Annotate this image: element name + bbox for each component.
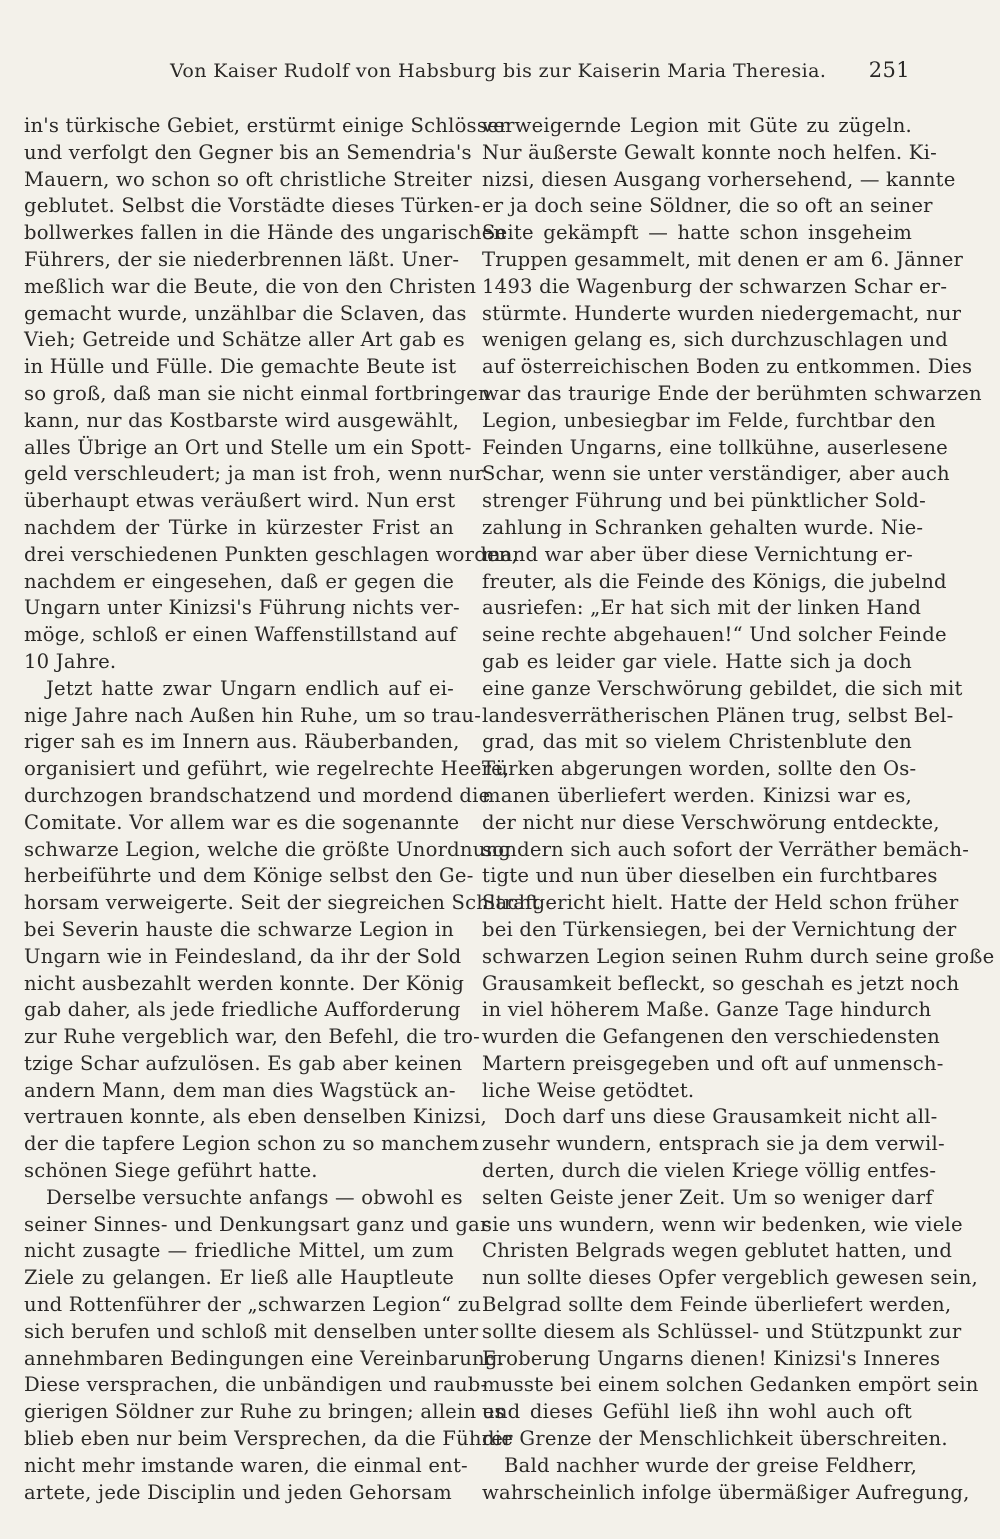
text-line: blieb eben nur beim Versprechen, da die Führer [24, 1427, 513, 1451]
text-line: Grausamkeit befleckt, so geschah es jetzt noch [482, 971, 960, 995]
text-line: artete, jede Disciplin und jeden Gehorsam [24, 1480, 452, 1504]
text-line: verweigernde Legion mit Güte zu zügeln. [482, 114, 912, 137]
text-line: liche Weise getödtet. [482, 1078, 695, 1102]
text-line: schwarzen Legion seinen Ruhm durch seine große [482, 944, 995, 968]
text-line: seine rechte abgehauen!“ Und solcher Feinde [482, 623, 947, 647]
text-line: sie uns wundern, wenn wir bedenken, wie viele [482, 1212, 963, 1236]
text-line: schönen Siege geführt hatte. [24, 1159, 318, 1183]
running-header [170, 56, 910, 92]
text-line: Doch darf uns diese Grausamkeit nicht all- [504, 1105, 938, 1129]
text-line: sich berufen und schloß mit denselben unter [24, 1319, 479, 1343]
text-line: annehmbaren Bedingungen eine Vereinbarung. [24, 1346, 505, 1370]
text-line: seiner Sinnes- und Denkungsart ganz und gar [24, 1212, 490, 1236]
text-line: möge, schloß er einen Waffenstillstand auf [24, 623, 457, 647]
text-line: manen überliefert werden. Kinizsi war es, [482, 783, 912, 807]
text-line: Ziele zu gelangen. Er ließ alle Hauptleute [24, 1266, 454, 1290]
text-line: nicht mehr imstande waren, die einmal ent- [24, 1453, 468, 1477]
text-line: Belgrad sollte dem Feinde überliefert werden, [482, 1293, 952, 1317]
text-line: bei Severin hauste die schwarze Legion in [24, 917, 454, 941]
text-line: meßlich war die Beute, die von den Christen [24, 274, 477, 298]
text-line: mand war aber über diese Vernichtung er- [482, 542, 914, 566]
text-line: Führers, der sie niederbrennen läßt. Uner- [24, 247, 460, 271]
text-line: riger sah es im Innern aus. Räuberbanden, [24, 730, 460, 754]
text-line: Ungarn wie in Feindesland, da ihr der Sold [24, 944, 462, 968]
page-number: 251 [868, 58, 910, 82]
text-line: Türken abgerungen worden, sollte den Os- [482, 757, 917, 781]
text-line: Strafgericht hielt. Hatte der Held schon früher [482, 891, 959, 915]
text-line: gab es leider gar viele. Hatte sich ja doch [482, 649, 912, 673]
text-line: alles Übrige an Ort und Stelle um ein Spott- [24, 435, 472, 459]
text-line: schwarze Legion, welche die größte Unordnung [24, 837, 512, 861]
text-line: selten Geiste jener Zeit. Um so weniger darf [482, 1185, 933, 1209]
text-line: und dieses Gefühl ließ ihn wohl auch oft [482, 1400, 912, 1424]
text-line: gab daher, als jede friedliche Aufforderung [24, 998, 461, 1022]
left-text-column [24, 113, 540, 1506]
text-line: grad, das mit so vielem Christenblute den [482, 730, 912, 754]
text-line: sollte diesem als Schlüssel- und Stützpunkt zur [482, 1319, 962, 1343]
text-line: wahrscheinlich infolge übermäßiger Aufregung, [482, 1480, 970, 1504]
text-line: war das traurige Ende der berühmten schwarzen [482, 381, 982, 405]
text-line: nachdem der Türke in kürzester Frist an [24, 515, 454, 539]
text-line: bei den Türkensiegen, bei der Vernichtung der [482, 917, 957, 941]
text-line: musste bei einem solchen Gedanken empört sein [482, 1373, 979, 1397]
text-line: strenger Führung und bei pünktlicher Sold- [482, 489, 926, 513]
text-line: und verfolgt den Gegner bis an Semendria's [24, 140, 472, 164]
text-line: Bald nachher wurde der greise Feldherr, [504, 1453, 918, 1477]
text-line: Truppen gesammelt, mit denen er am 6. Jänner [482, 247, 964, 271]
text-line: freuter, als die Feinde des Königs, die jubelnd [482, 569, 947, 593]
text-line: in Hülle und Fülle. Die gemachte Beute ist [24, 355, 457, 379]
text-line: organisiert und geführt, wie regelrechte Heere, [24, 757, 510, 781]
text-line: in's türkische Gebiet, erstürmt einige Schlösser [24, 114, 509, 137]
running-title: Von Kaiser Rudolf von Habsburg bis zur Kaiserin Maria Theresia. [170, 60, 827, 82]
text-line: gierigen Söldner zur Ruhe zu bringen; allein es [24, 1400, 505, 1424]
text-line: er ja doch seine Söldner, die so oft an seiner [482, 194, 933, 218]
text-line: der die tapfere Legion schon zu so manchem [24, 1132, 480, 1156]
text-line: vertrauen konnte, als eben denselben Kinizsi, [24, 1105, 487, 1129]
text-line: Derselbe versuchte anfangs — obwohl es [46, 1185, 463, 1209]
text-line: die Grenze der Menschlichkeit überschreiten. [482, 1427, 948, 1451]
text-line: Martern preisgegeben und oft auf unmensch- [482, 1051, 944, 1075]
text-line: bollwerkes fallen in die Hände des ungarischen [24, 221, 507, 245]
text-line: Eroberung Ungarns dienen! Kinizsi's Inneres [482, 1346, 941, 1370]
text-line: nige Jahre nach Außen hin Ruhe, um so trau- [24, 703, 482, 727]
text-line: drei verschiedenen Punkten geschlagen worden, [24, 542, 518, 566]
text-line: nizsi, diesen Ausgang vorhersehend, — kannte [482, 167, 956, 191]
text-line: tigte und nun über dieselben ein furchtbares [482, 864, 938, 888]
text-line: und Rottenführer der „schwarzen Legion“ zu [24, 1293, 482, 1317]
text-line: ausriefen: „Er hat sich mit der linken Hand [482, 596, 922, 620]
text-line: horsam verweigerte. Seit der siegreichen Schlacht [24, 891, 540, 915]
text-line: wurden die Gefangenen den verschiedensten [482, 1025, 941, 1049]
text-line: Legion, unbesiegbar im Felde, furchtbar den [482, 408, 936, 432]
text-line: geld verschleudert; ja man ist froh, wenn nur [24, 462, 484, 486]
text-line: Comitate. Vor allem war es die sogenannte [24, 810, 460, 834]
text-line: stürmte. Hunderte wurden niedergemacht, nur [482, 301, 962, 325]
text-line: Seite gekämpft — hatte schon insgeheim [482, 221, 912, 245]
text-line: Jetzt hatte zwar Ungarn endlich auf ei- [46, 676, 454, 700]
text-line: Vieh; Getreide und Schätze aller Art gab es [24, 328, 465, 352]
text-line: zur Ruhe vergeblich war, den Befehl, die tro- [24, 1025, 481, 1049]
text-line: nun sollte dieses Opfer vergeblich gewesen sein, [482, 1266, 978, 1290]
text-line: Diese versprachen, die unbändigen und raub- [24, 1373, 488, 1397]
text-line: zusehr wundern, entsprach sie ja dem verwil- [482, 1132, 945, 1156]
text-line: andern Mann, dem man dies Wagstück an- [24, 1078, 456, 1102]
text-line: in viel höherem Maße. Ganze Tage hindurch [482, 998, 932, 1022]
text-line: nicht zusagte — friedliche Mittel, um zum [24, 1239, 454, 1263]
right-text-column [482, 113, 995, 1506]
text-line: herbeiführte und dem Könige selbst den Ge- [24, 864, 474, 888]
text-line: kann, nur das Kostbarste wird ausgewählt, [24, 408, 460, 432]
text-line: 1493 die Wagenburg der schwarzen Schar er- [482, 274, 948, 298]
text-line: eine ganze Verschwörung gebildet, die sich mit [482, 676, 963, 700]
text-line: so groß, daß man sie nicht einmal fortbringen [24, 381, 491, 405]
text-line: auf österreichischen Boden zu entkommen. Dies [482, 355, 973, 379]
text-line: zahlung in Schranken gehalten wurde. Nie- [482, 515, 924, 539]
text-line: Nur äußerste Gewalt konnte noch helfen. Ki- [482, 140, 937, 164]
text-line: landesverrätherischen Plänen trug, selbst Bel- [482, 703, 954, 727]
text-line: Ungarn unter Kinizsi's Führung nichts ver- [24, 596, 460, 620]
text-line: gemacht wurde, unzählbar die Sclaven, das [24, 301, 467, 325]
text-line: Christen Belgrads wegen geblutet hatten, und [482, 1239, 953, 1263]
text-line: nachdem er eingesehen, daß er gegen die [24, 569, 454, 593]
text-line: Mauern, wo schon so oft christliche Streiter [24, 167, 472, 191]
text-line: der nicht nur diese Verschwörung entdeckte, [482, 810, 940, 834]
text-line: Feinden Ungarns, eine tollkühne, auserlesene [482, 435, 948, 459]
text-line: Schar, wenn sie unter verständiger, aber auch [482, 462, 950, 486]
text-line: sondern sich auch sofort der Verräther bemäch- [482, 837, 970, 861]
text-line: durchzogen brandschatzend und mordend die [24, 783, 491, 807]
text-line: derten, durch die vielen Kriege völlig entfes- [482, 1159, 937, 1183]
text-line: geblutet. Selbst die Vorstädte dieses Türken- [24, 194, 481, 218]
text-line: tzige Schar aufzulösen. Es gab aber keinen [24, 1051, 463, 1075]
text-line: überhaupt etwas veräußert wird. Nun erst [24, 489, 456, 513]
text-line: 10 Jahre. [24, 649, 117, 673]
text-line: nicht ausbezahlt werden konnte. Der König [24, 971, 465, 995]
text-line: wenigen gelang es, sich durchzuschlagen und [482, 328, 948, 352]
